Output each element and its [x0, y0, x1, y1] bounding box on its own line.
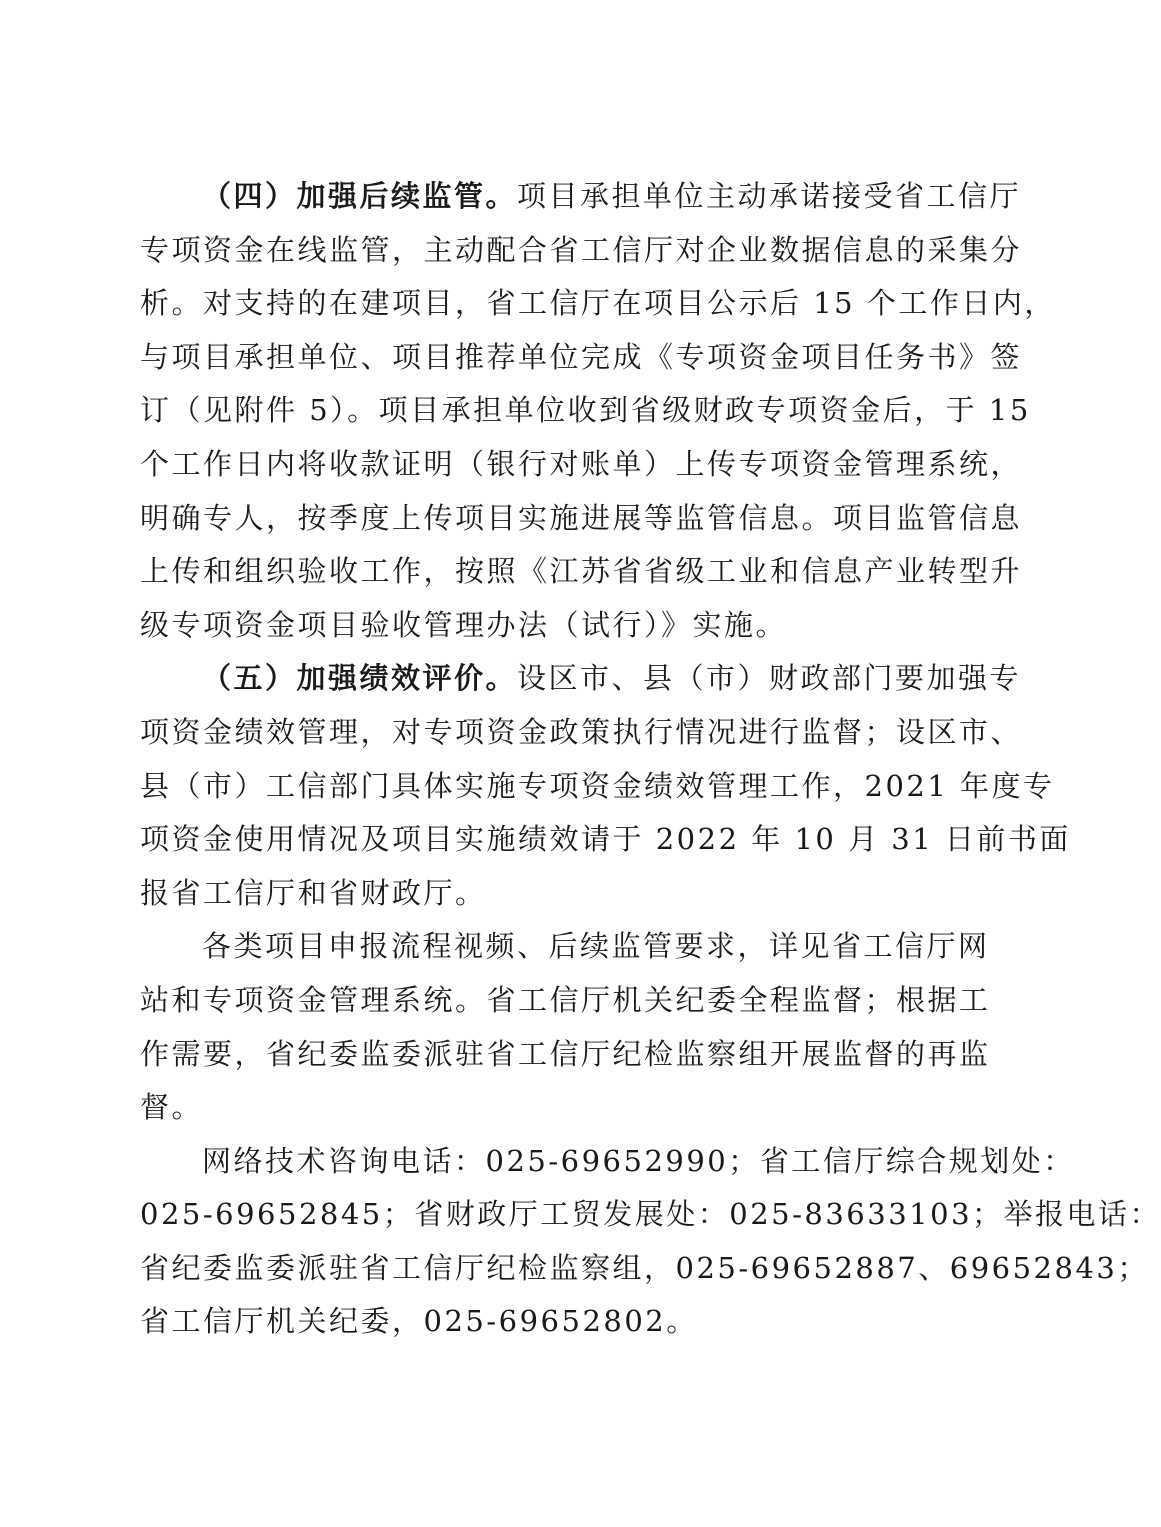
text-line: 县（市）工信部门具体实施专项资金绩效管理工作，2021 年度专	[140, 768, 1055, 803]
text-line: 作需要，省纪委监委派驻省工信厅纪检监察组开展监督的再监	[140, 1036, 991, 1071]
text-line: （四）加强后续监管。项目承担单位主动承诺接受省工信厅	[202, 179, 1022, 213]
text-line: 专项资金在线监管，主动配合省工信厅对企业数据信息的采集分	[140, 232, 1023, 267]
section-heading: （五）加强绩效评价。	[202, 661, 518, 696]
text-line: 省纪委监委派驻省工信厅纪检监察组，025-69652887、69652843；	[140, 1250, 1149, 1285]
text-line: 项资金绩效管理，对专项资金政策执行情况进行监督；设区市、	[140, 714, 1023, 749]
section-heading: （四）加强后续监管。	[202, 179, 518, 213]
text-line: 报省工信厅和省财政厅。	[140, 875, 487, 910]
text-line: 个工作日内将收款证明（银行对账单）上传专项资金管理系统，	[140, 446, 1023, 481]
text-line: 网络技术咨询电话：025-69652990；省工信厅综合规划处：	[202, 1143, 1075, 1178]
text-line: 析。对支持的在建项目，省工信厅在项目公示后 15 个工作日内，	[140, 286, 1056, 321]
paragraph-follow-up-supervision	[140, 170, 1056, 652]
text-line: 明确专人，按季度上传项目实施进展等监管信息。项目监管信息	[140, 500, 1023, 535]
text-line: 项资金使用情况及项目实施绩效请于 2022 年 10 月 31 日前书面	[140, 822, 1071, 857]
text-line: 各类项目申报流程视频、后续监管要求，详见省工信厅网	[202, 929, 990, 964]
text-line: 督。	[140, 1090, 204, 1125]
text-line: 订（见附件 5）。项目承担单位收到省级财政专项资金后，于 15	[140, 393, 1031, 428]
text-line: 站和专项资金管理系统。省工信厅机关纪委全程监督；根据工	[140, 982, 991, 1017]
text-line: （五）加强绩效评价。设区市、县（市）财政部门要加强专	[202, 661, 1022, 696]
paragraph-performance-evaluation	[140, 652, 1071, 920]
document-body	[140, 170, 1161, 1349]
text-line: 025-69652845；省财政厅工贸发展处：025-83633103；举报电话：	[140, 1197, 1161, 1232]
text-line: 与项目承担单位、项目推荐单位完成《专项资金项目任务书》签	[140, 339, 1023, 374]
paragraph-contact-phones	[140, 1135, 1161, 1349]
text-line: 省工信厅机关纪委，025-69652802。	[140, 1304, 698, 1339]
text-line: 级专项资金项目验收管理办法（试行）》实施。	[140, 607, 788, 642]
paragraph-process-videos	[140, 920, 991, 1134]
text-line: 上传和组织验收工作，按照《江苏省省级工业和信息产业转型升	[140, 554, 1023, 589]
